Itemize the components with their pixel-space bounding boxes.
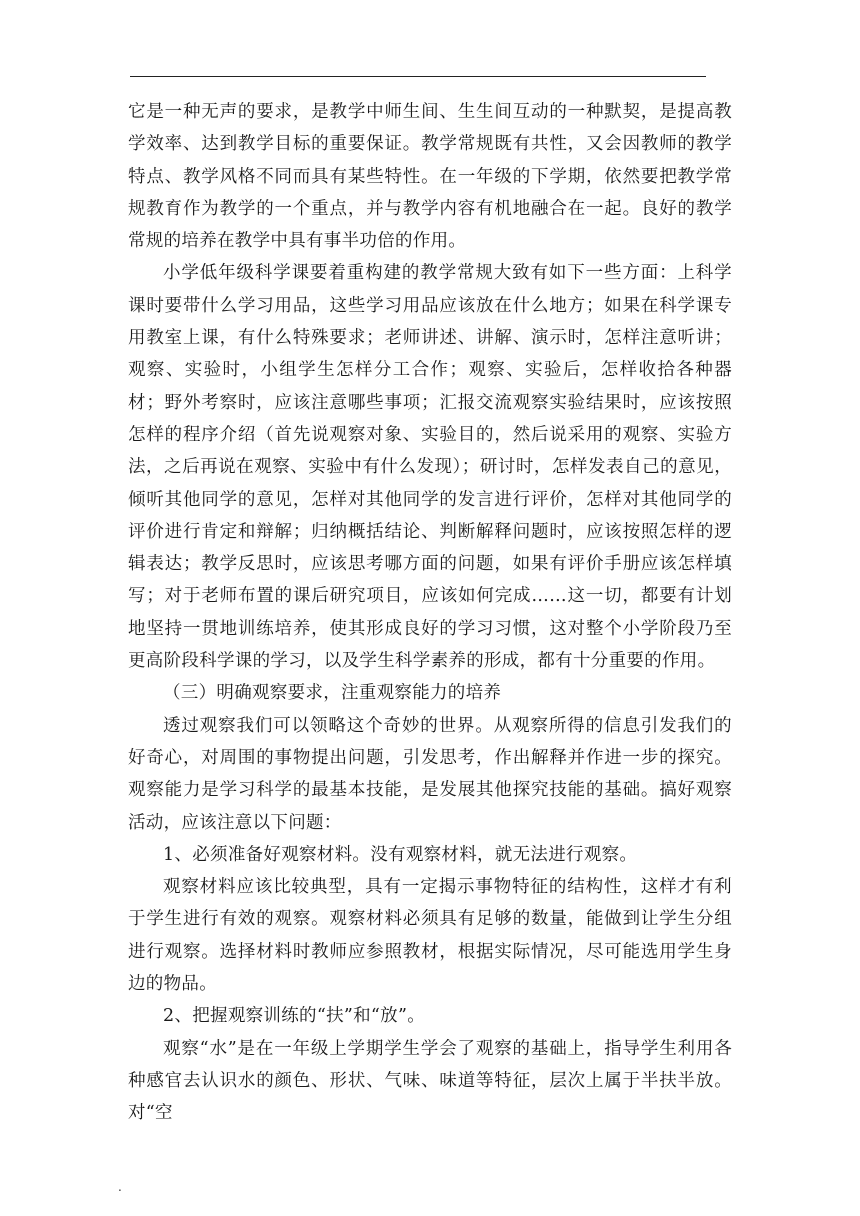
header-rule xyxy=(130,76,706,77)
paragraph-science-class-norms: 小学低年级科学课要着重构建的教学常规大致有如下一些方面：上科学课时要带什么学习用品，这些学习用品应该放在什么地方；如果在科学课专用教室上课，有什么特殊要求；老师讲述、讲解、演示时，怎样注意听讲；观察、实验时，小组学生怎样分工合作；观察、实验后，怎样收拾各种器材；野外考察时，应该注意哪些事项；汇报交流观察实验结果时，应该按照怎样的程序介绍（首先说观察对象、实验目的，然后说采用的观察、实验方法，之后再说在观察、实验中有什么发现）；研讨时，怎样发表自己的意见，倾听其他同学的意见，怎样对其他同学的发言进行评价，怎样对其他同学的评价进行肯定和辩解；归纳概括结论、判断解释问题时，应该按照怎样的逻辑表达；教学反思时，应该思考哪方面的问题，如果有评价手册应该怎样填写；对于老师布置的课后研究项目，应该如何完成……这一切，都要有计划地坚持一贯地训练培养，使其形成良好的学习习惯，这对整个小学阶段乃至更高阶段科学课的学习，以及学生科学素养的形成，都有十分重要的作用。 xyxy=(128,263,732,672)
paragraph-material-requirements: 观察材料应该比较典型，具有一定揭示事物特征的结构性，这样才有利于学生进行有效的观察。观察材料必须具有足够的数量，能做到让学生分组进行观察。选择材料时教师应参照教材，根据实际情况，尽可能选用学生身边的物品。 xyxy=(128,877,732,995)
footer-mark: . xyxy=(118,1180,122,1194)
paragraph-teaching-norms-intro: 它是一种无声的要求，是教学中师生间、生生间互动的一种默契，是提高教学效率、达到教学目标的重要保证。教学常规既有共性，又会因教师的教学特点、教学风格不同而具有某些特性。在一年级的下学期，依然要把教学常规教育作为教学的一个重点，并与教学内容有机地融合在一起。良好的教学常规的培养在教学中具有事半功倍的作用。 xyxy=(128,102,732,252)
list-item-prepare-materials: 1、必须准备好观察材料。没有观察材料，就无法进行观察。 xyxy=(163,844,638,865)
paragraph-observation-intro: 透过观察我们可以领略这个奇妙的世界。从观察所得的信息引发我们的好奇心，对周围的事物提出问题，引发思考，作出解释并作进一步的探究。观察能力是学习科学的最基本技能，是发展其他探究技能的基础。搞好观察活动，应该注意以下问题： xyxy=(128,715,732,833)
paragraph-observe-water: 观察“水”是在一年级上学期学生学会了观察的基础上，指导学生利用各种感官去认识水的颜色、形状、气味、味道等特征，层次上属于半扶半放。对“空 xyxy=(128,1038,732,1124)
section-heading-observation: （三）明确观察要求，注重观察能力的培养 xyxy=(163,683,502,704)
list-item-guide-and-release: 2、把握观察训练的“扶”和“放”。 xyxy=(163,1006,426,1027)
document-body xyxy=(128,96,732,1130)
